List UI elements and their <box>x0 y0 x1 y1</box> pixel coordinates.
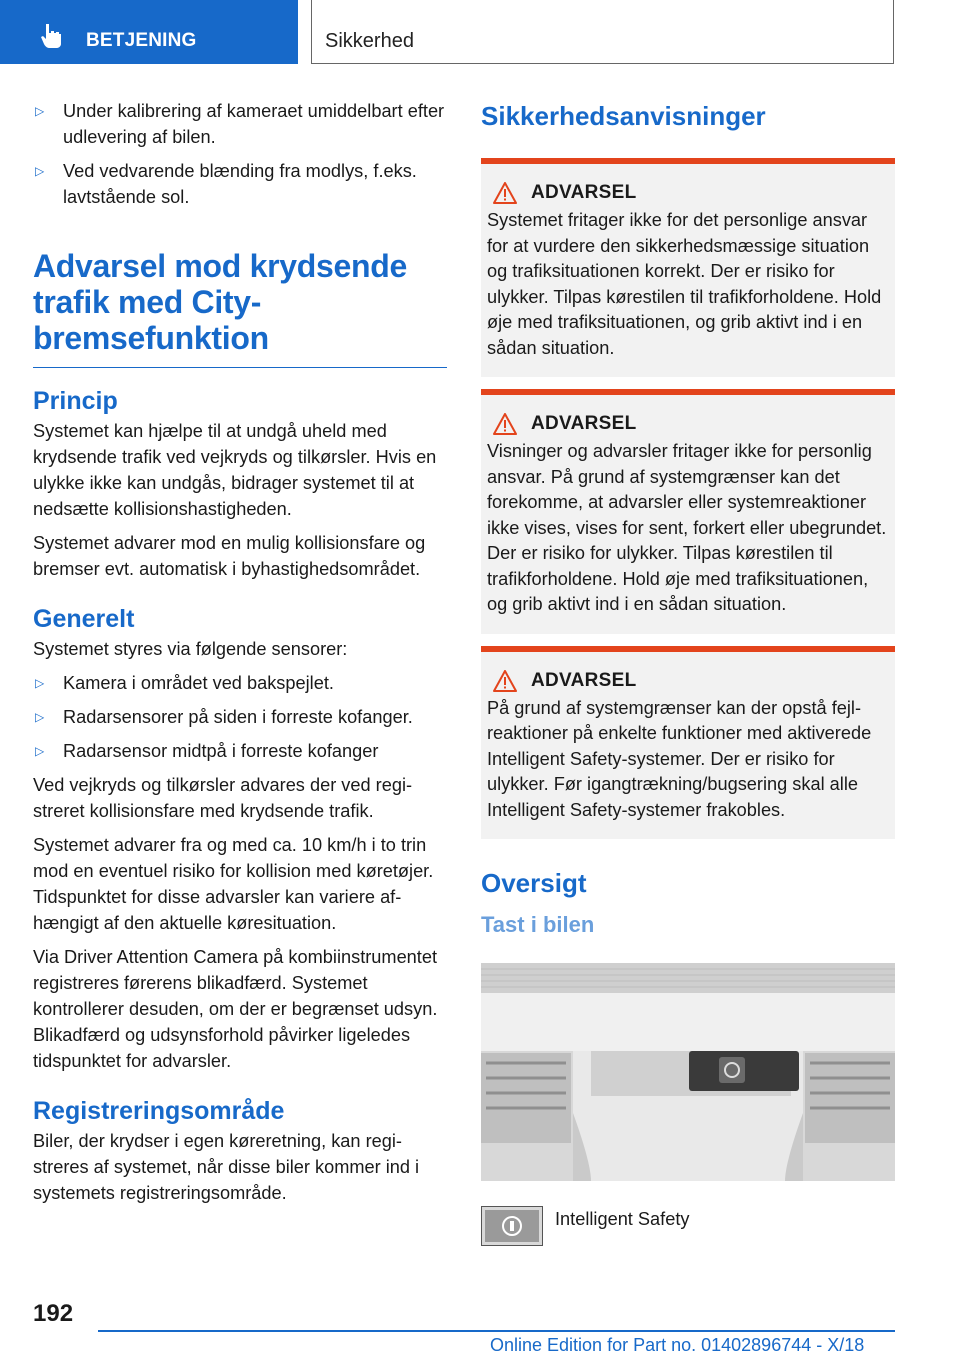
warning-text: Systemet fritager ikke for det personlige ansvar for at vurdere den sikkerhedsmæssige situation og trafiksituationen korrekt. Der er risiko for ulykker. Tilpas kørestilen til trafikforholdene. Hold øje med trafiksituationen, og grib aktivt ind i en sådan situation. <box>487 210 882 358</box>
heading-tast-i-bilen: Tast i bilen <box>481 912 595 937</box>
warning-triangle-icon <box>493 413 517 435</box>
paragraph: Systemet kan hjælpe til at undgå uheld med krydsende trafik ved vejkryds og tilkørsler. Hvis en ulykke ikke kan undgås, bidrager systemet til at nedsætte kollisionshastigheden. <box>33 421 437 519</box>
section-title: Sikkerhed <box>325 30 414 52</box>
warning-box <box>481 158 895 377</box>
warning-title: ADVARSEL <box>531 182 637 203</box>
bullet-triangle-icon: ▷ <box>35 676 45 690</box>
left-column <box>33 98 447 1214</box>
dashboard-photo <box>481 963 895 1181</box>
paragraph: Biler, der krydser i egen køreretning, kan registreres af systemet, når disse biler kommer ind i systemets registreringsområde. <box>33 1131 420 1203</box>
key-label: Intelligent Safety <box>555 1209 690 1229</box>
list-item: ▷ Under kalibrering af kameraet umiddelbart efter udlevering af bilen. <box>33 98 447 150</box>
warning-title: ADVARSEL <box>531 669 637 691</box>
right-column <box>481 100 895 1246</box>
paragraph: Via Driver Attention Camera på kombiinstrumentet registreres førerens blikadfærd. Systemet kontrollerer desuden, om der er begrænset udsyn. Blikadfærd og udsynsforhold påvirker ligeledes tidspunktet for advarsler. <box>33 947 438 1071</box>
chapter-tab-label: BETJENING <box>86 30 197 51</box>
heading-rule <box>33 367 447 368</box>
paragraph: Systemet advarer mod en mulig kollisionsfare og bremser evt. automatisk i byhastighedsområdet. <box>33 533 426 579</box>
section-header <box>311 0 894 64</box>
page-number: 192 <box>33 1300 74 1327</box>
bullet-triangle-icon: ▷ <box>35 104 45 118</box>
intelligent-safety-button-icon <box>481 1206 543 1246</box>
paragraph: Systemet styres via følgende sensorer: <box>33 639 348 659</box>
list-item: ▷ Radarsensorer på siden i forreste kofanger. <box>33 704 447 730</box>
heading-oversigt: Oversigt <box>481 868 587 898</box>
warning-box <box>481 646 895 840</box>
heading-registreringsomraade: Registreringsområde <box>33 1097 285 1125</box>
warning-triangle-icon <box>493 182 517 204</box>
bullet-triangle-icon: ▷ <box>35 744 45 758</box>
heading-princip: Princip <box>33 387 118 415</box>
footer-edition: Online Edition for Part no. 01402896744 - X/18 <box>490 1335 865 1355</box>
chapter-tab <box>0 0 298 64</box>
bullet-triangle-icon: ▷ <box>35 164 45 178</box>
bullet-triangle-icon: ▷ <box>35 710 45 724</box>
warning-title: ADVARSEL <box>531 413 637 434</box>
warning-text: På grund af systemgrænser kan der opstå fejlreaktioner på enkelte funktioner med aktiverede Intelligent Safety-systemer. Der er risiko for ulykker. Før igangtrækning/bugsering skal alle Intelligent Safety-systemer frakobles. <box>487 697 872 820</box>
warning-text: Visninger og advarsler fritager ikke for personlig ansvar. På grund af systemgrænser kan det forekomme, at advarsler eller systemreaktioner ikke vises, vises for sent, forkert eller ubegrundet. Der er risiko for ulykker. Tilpas kørestilen til trafikforholdene. Hold øje med trafiksituationen, og grib aktivt ind i en sådan situation. <box>487 441 887 614</box>
paragraph: Ved vejkryds og tilkørsler advares der ved registreret kollisionsfare med krydsende trafik. <box>33 775 413 821</box>
heading-sikkerhedsanvisninger: Sikkerhedsanvisninger <box>481 101 766 131</box>
warning-triangle-icon <box>493 670 517 692</box>
footer-rule <box>98 1330 895 1332</box>
pointing-hand-icon <box>40 22 66 48</box>
list-item: ▷ Kamera i området ved bakspejlet. <box>33 670 447 696</box>
list-item: ▷ Ved vedvarende blænding fra modlys, f.eks. lavtstående sol. <box>33 158 447 210</box>
list-item: ▷ Radarsensor midtpå i forreste kofanger <box>33 738 447 764</box>
paragraph: Systemet advarer fra og med ca. 10 km/h i to trin mod en eventuel risiko for kollision med køretøjer. Tidspunktet for disse advarsler kan variere afhængigt af den aktuelle køresituation. <box>33 835 434 933</box>
key-legend <box>481 1206 895 1246</box>
warning-box <box>481 389 895 634</box>
main-heading: Advarsel mod krydsende trafik med City-bremsefunktion <box>33 248 407 356</box>
heading-generelt: Generelt <box>33 605 135 633</box>
